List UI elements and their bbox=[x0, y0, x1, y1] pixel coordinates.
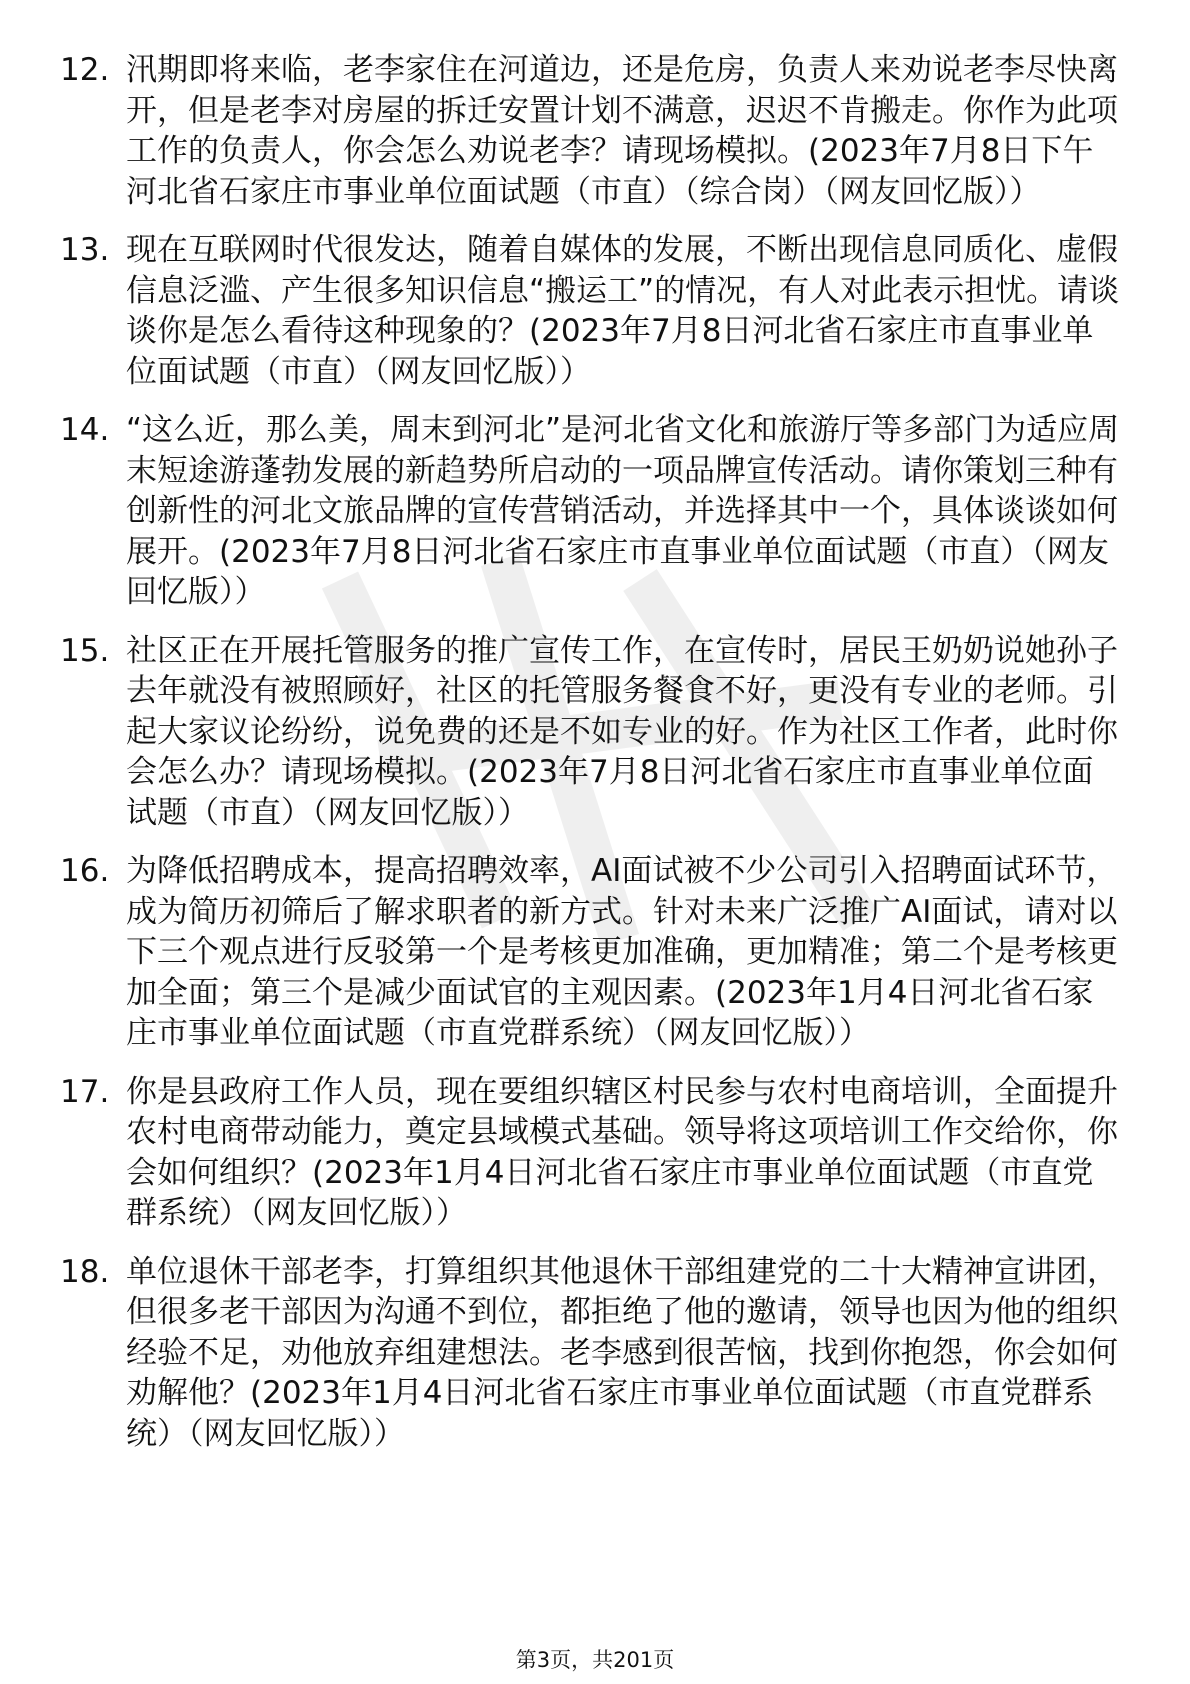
question-item-14 bbox=[60, 410, 1120, 613]
question-item-13 bbox=[60, 230, 1120, 392]
question-text: 现在互联网时代很发达，随着自媒体的发展，不断出现信息同质化、虚假信息泛滥、产生很多知识信息“搬运工”的情况，有人对此表示担忧。请谈谈你是怎么看待这种现象的？(2023年7月8日河北省石家庄市直事业单位面试题（市直）（网友回忆版）） bbox=[126, 232, 1120, 390]
question-text: 为降低招聘成本，提高招聘效率，AI面试被不少公司引入招聘面试环节，成为简历初筛后了解求职者的新方式。针对未来广泛推广AI面试，请对以下三个观点进行反驳第一个是考核更加准确，更加精准；第二个是考核更加全面；第三个是减少面试官的主观因素。(2023年1月4日河北省石家庄市事业单位面试题（市直党群系统）（网友回忆版）） bbox=[126, 853, 1118, 1051]
question-text: 社区正在开展托管服务的推广宣传工作，在宣传时，居民王奶奶说她孙子去年就没有被照顾好，社区的托管服务餐食不好，更没有专业的老师。引起大家议论纷纷，说免费的还是不如专业的好。作为社区工作者，此时你会怎么办？请现场模拟。(2023年7月8日河北省石家庄市直事业单位面试题（市直）（网友回忆版）） bbox=[126, 632, 1118, 831]
question-item-18 bbox=[60, 1252, 1120, 1455]
question-number: 18. bbox=[60, 1253, 110, 1290]
question-item-16 bbox=[60, 851, 1120, 1054]
question-text: 汛期即将来临，老李家住在河道边，还是危房，负责人来劝说老李尽快离开，但是老李对房屋的拆迁安置计划不满意，迟迟不肯搬走。你作为此项工作的负责人，你会怎么劝说老李？请现场模拟。(2023年7月8日下午河北省石家庄市事业单位面试题（市直）（综合岗）（网友回忆版）） bbox=[126, 52, 1118, 210]
question-number: 17. bbox=[60, 1073, 110, 1110]
question-text: “这么近，那么美，周末到河北”是河北省文化和旅游厅等多部门为适应周末短途游蓬勃发展的新趋势所启动的一项品牌宣传活动。请你策划三种有创新性的河北文旅品牌的宣传营销活动，并选择其中一个，具体谈谈如何展开。(2023年7月8日河北省石家庄市直事业单位面试题（市直）（网友回忆版）） bbox=[126, 412, 1120, 610]
question-item-17 bbox=[60, 1072, 1120, 1234]
question-item-15 bbox=[60, 631, 1120, 834]
question-number: 12. bbox=[60, 52, 110, 88]
question-text: 你是县政府工作人员，现在要组织辖区村民参与农村电商培训，全面提升农村电商带动能力，奠定县域模式基础。领导将这项培训工作交给你，你会如何组织？(2023年1月4日河北省石家庄市事业单位面试题（市直党群系统）（网友回忆版）） bbox=[126, 1073, 1118, 1231]
question-number: 15. bbox=[60, 632, 110, 669]
question-item-12 bbox=[60, 50, 1120, 212]
question-number: 14. bbox=[60, 412, 110, 448]
question-number: 16. bbox=[60, 853, 110, 889]
question-number: 13. bbox=[60, 232, 110, 268]
question-list bbox=[60, 50, 1120, 1472]
page-footer: 第3页，共201页 bbox=[515, 1648, 675, 1672]
question-text: 单位退休干部老李，打算组织其他退休干部组建党的二十大精神宣讲团，但很多老干部因为沟通不到位，都拒绝了他的邀请，领导也因为他的组织经验不足，劝他放弃组建想法。老李感到很苦恼，找到你抱怨，你会如何劝解他？(2023年1月4日河北省石家庄市事业单位面试题（市直党群系统）（网友回忆版）） bbox=[126, 1253, 1118, 1452]
